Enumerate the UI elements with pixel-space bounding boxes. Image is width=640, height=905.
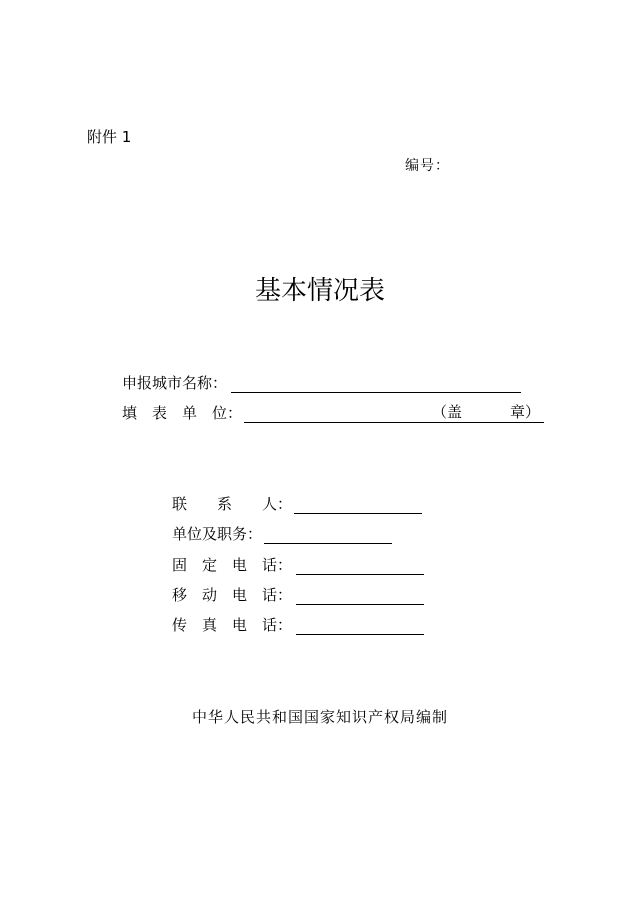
- seal-open-text: （盖: [432, 403, 463, 421]
- filling-unit-label: 填 表 单 位：: [122, 404, 243, 422]
- page-title: 基本情况表: [254, 276, 385, 306]
- landline-field[interactable]: [296, 554, 424, 575]
- mobile-row: [172, 583, 424, 605]
- seal-close-text: 章）: [510, 403, 541, 421]
- mobile-field[interactable]: [296, 584, 424, 605]
- attachment-label: 附件 1: [87, 128, 132, 146]
- city-name-label: 申报城市名称：: [122, 374, 228, 392]
- fax-field[interactable]: [296, 614, 424, 635]
- filling-unit-field[interactable]: [244, 403, 544, 423]
- contact-person-row: [172, 492, 422, 514]
- city-name-row: [122, 371, 521, 393]
- landline-row: [172, 553, 424, 575]
- publisher-footer: 中华人民共和国国家知识产权局编制: [191, 708, 448, 726]
- serial-number-label: 编号：: [405, 158, 450, 174]
- position-field[interactable]: [264, 523, 392, 544]
- landline-label: 固 定 电 话：: [172, 556, 293, 574]
- filling-unit-row: [122, 401, 544, 423]
- fax-row: [172, 613, 424, 635]
- city-name-field[interactable]: [231, 372, 521, 393]
- position-label: 单位及职务：: [172, 525, 263, 543]
- contact-person-field[interactable]: [294, 493, 422, 514]
- fax-label: 传 真 电 话：: [172, 616, 293, 634]
- contact-person-label: 联 系 人：: [172, 495, 293, 513]
- position-row: [172, 522, 392, 544]
- mobile-label: 移 动 电 话：: [172, 586, 293, 604]
